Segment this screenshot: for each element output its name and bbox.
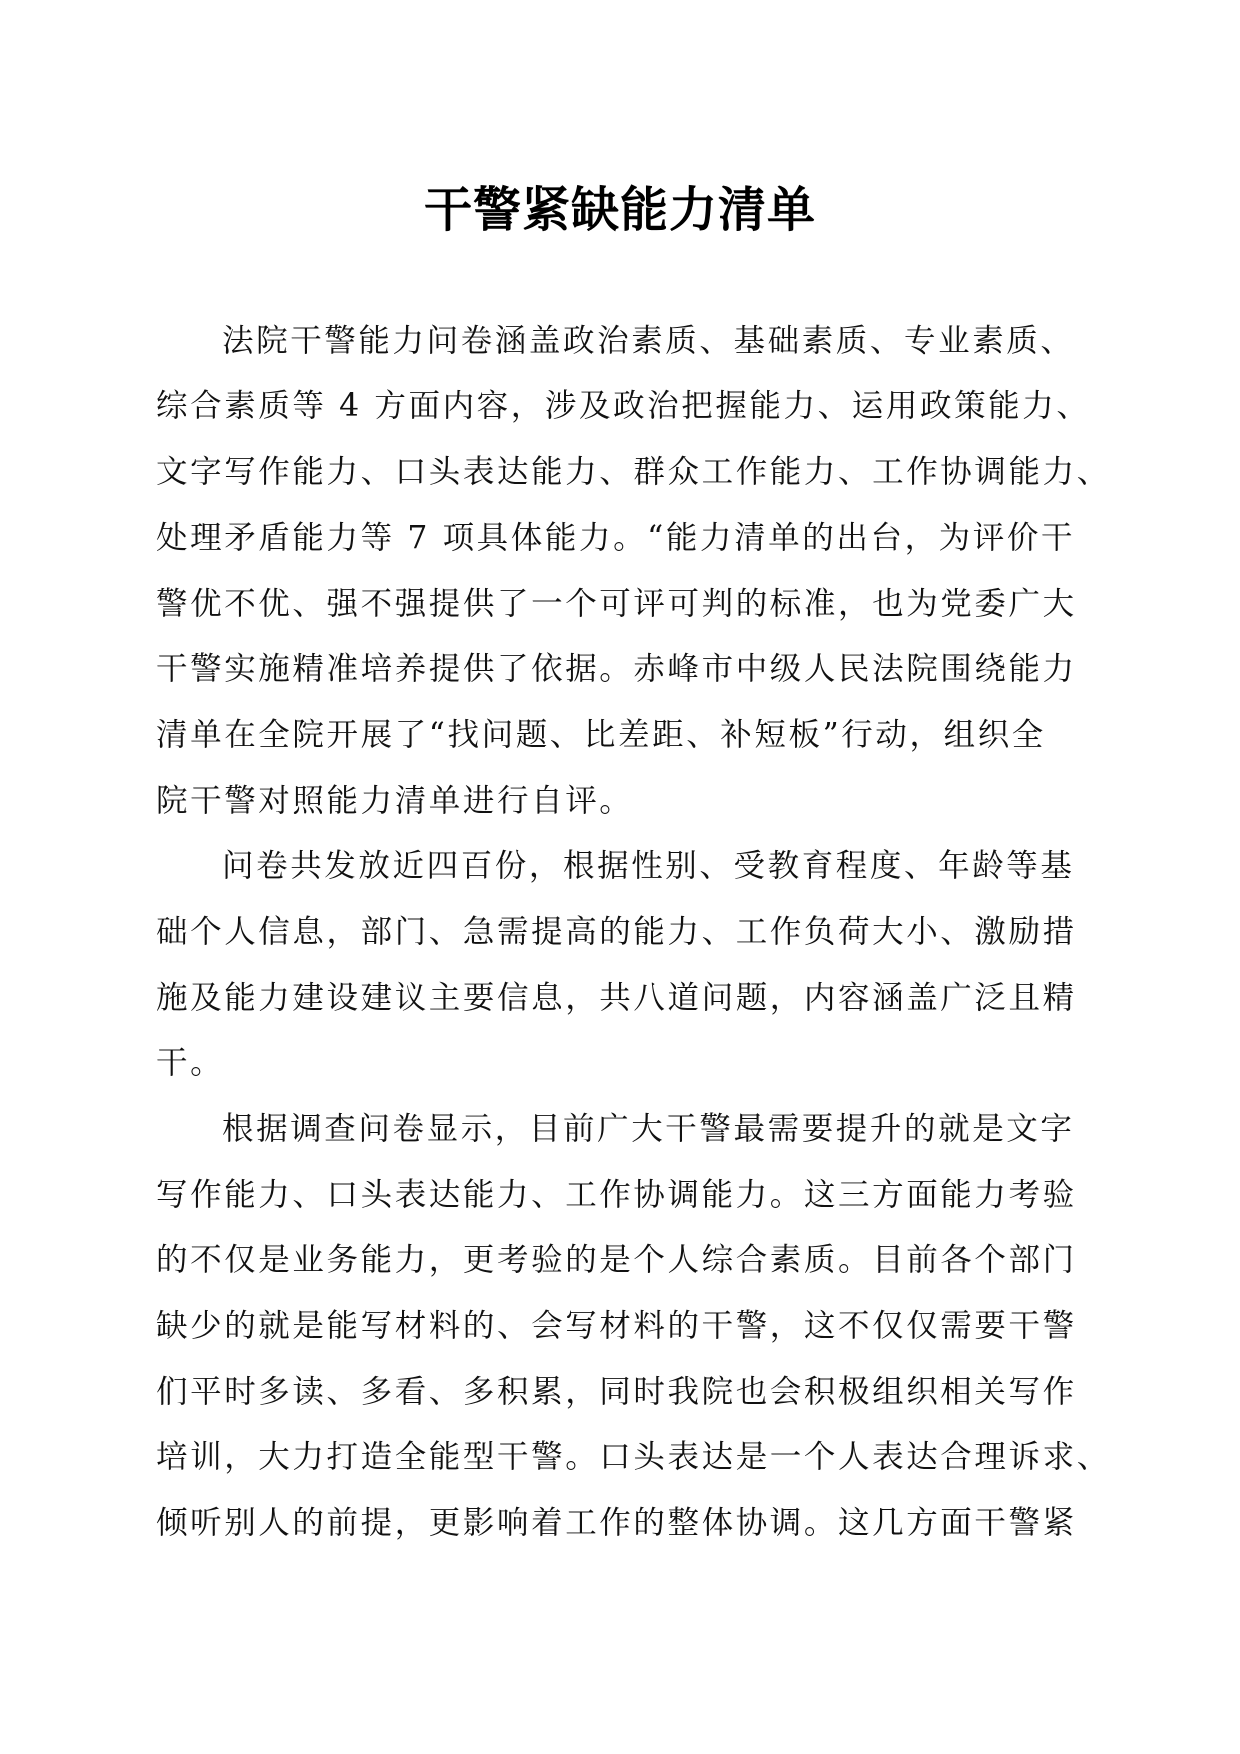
paragraph-3-line-6: 培训，大力打造全能型干警。口头表达是一个人表达合理诉求、 [156,1439,1111,1475]
paragraph-1-line-8: 院干警对照能力清单进行自评。 [156,783,634,819]
paragraph-2-line-2: 础个人信息，部门、急需提高的能力、工作负荷大小、激励措 [156,914,1077,950]
paragraph-3-line-5: 们平时多读、多看、多积累，同时我院也会积极组织相关写作 [156,1374,1077,1410]
paragraph-1-line-3: 文字写作能力、口头表达能力、群众工作能力、工作协调能力、 [156,454,1111,490]
paragraph-1-line-6: 干警实施精准培养提供了依据。赤峰市中级人民法院围绕能力 [156,651,1077,687]
document-title: 干警紧缺能力清单 [423,182,816,238]
paragraph-1-line-4: 处理矛盾能力等 7 项具体能力。“能力清单的出台，为评价干 [156,520,1076,556]
paragraph-2-line-1: 问卷共发放近四百份，根据性别、受教育程度、年龄等基 [222,848,1075,884]
paragraph-1-line-5: 警优不优、强不强提供了一个可评可判的标准，也为党委广大 [156,586,1077,622]
paragraph-1-line-2: 综合素质等 4 方面内容，涉及政治把握能力、运用政策能力、 [156,388,1091,424]
paragraph-3-line-2: 写作能力、口头表达能力、工作协调能力。这三方面能力考验 [156,1177,1077,1213]
paragraph-3-line-4: 缺少的就是能写材料的、会写材料的干警，这不仅仅需要干警 [156,1308,1077,1344]
paragraph-3-line-7: 倾听别人的前提，更影响着工作的整体协调。这几方面干警紧 [156,1505,1077,1541]
paragraph-1-line-7: 清单在全院开展了“找问题、比差距、补短板”行动，组织全 [156,717,1046,753]
paragraph-3-line-3: 的不仅是业务能力，更考验的是个人综合素质。目前各个部门 [156,1242,1077,1278]
paragraph-2-line-4: 干。 [156,1045,225,1081]
paragraph-1-line-1: 法院干警能力问卷涵盖政治素质、基础素质、专业素质、 [222,323,1075,359]
paragraph-3-line-1: 根据调查问卷显示，目前广大干警最需要提升的就是文字 [222,1111,1075,1147]
paragraph-2-line-3: 施及能力建设建议主要信息，共八道问题，内容涵盖广泛且精 [156,980,1077,1016]
